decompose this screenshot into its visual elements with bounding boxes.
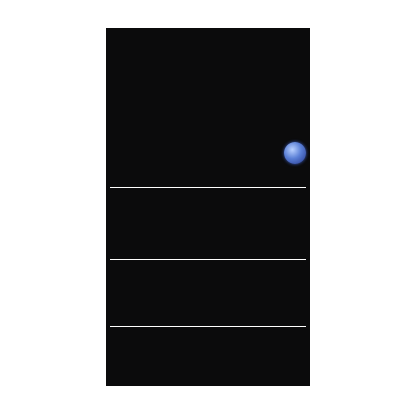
divider-line bbox=[110, 259, 306, 260]
divider-line bbox=[110, 326, 306, 327]
moon-icon bbox=[284, 142, 306, 164]
starfield-background bbox=[106, 28, 310, 386]
divider-line bbox=[110, 187, 306, 188]
nutrition-panel bbox=[106, 28, 310, 386]
